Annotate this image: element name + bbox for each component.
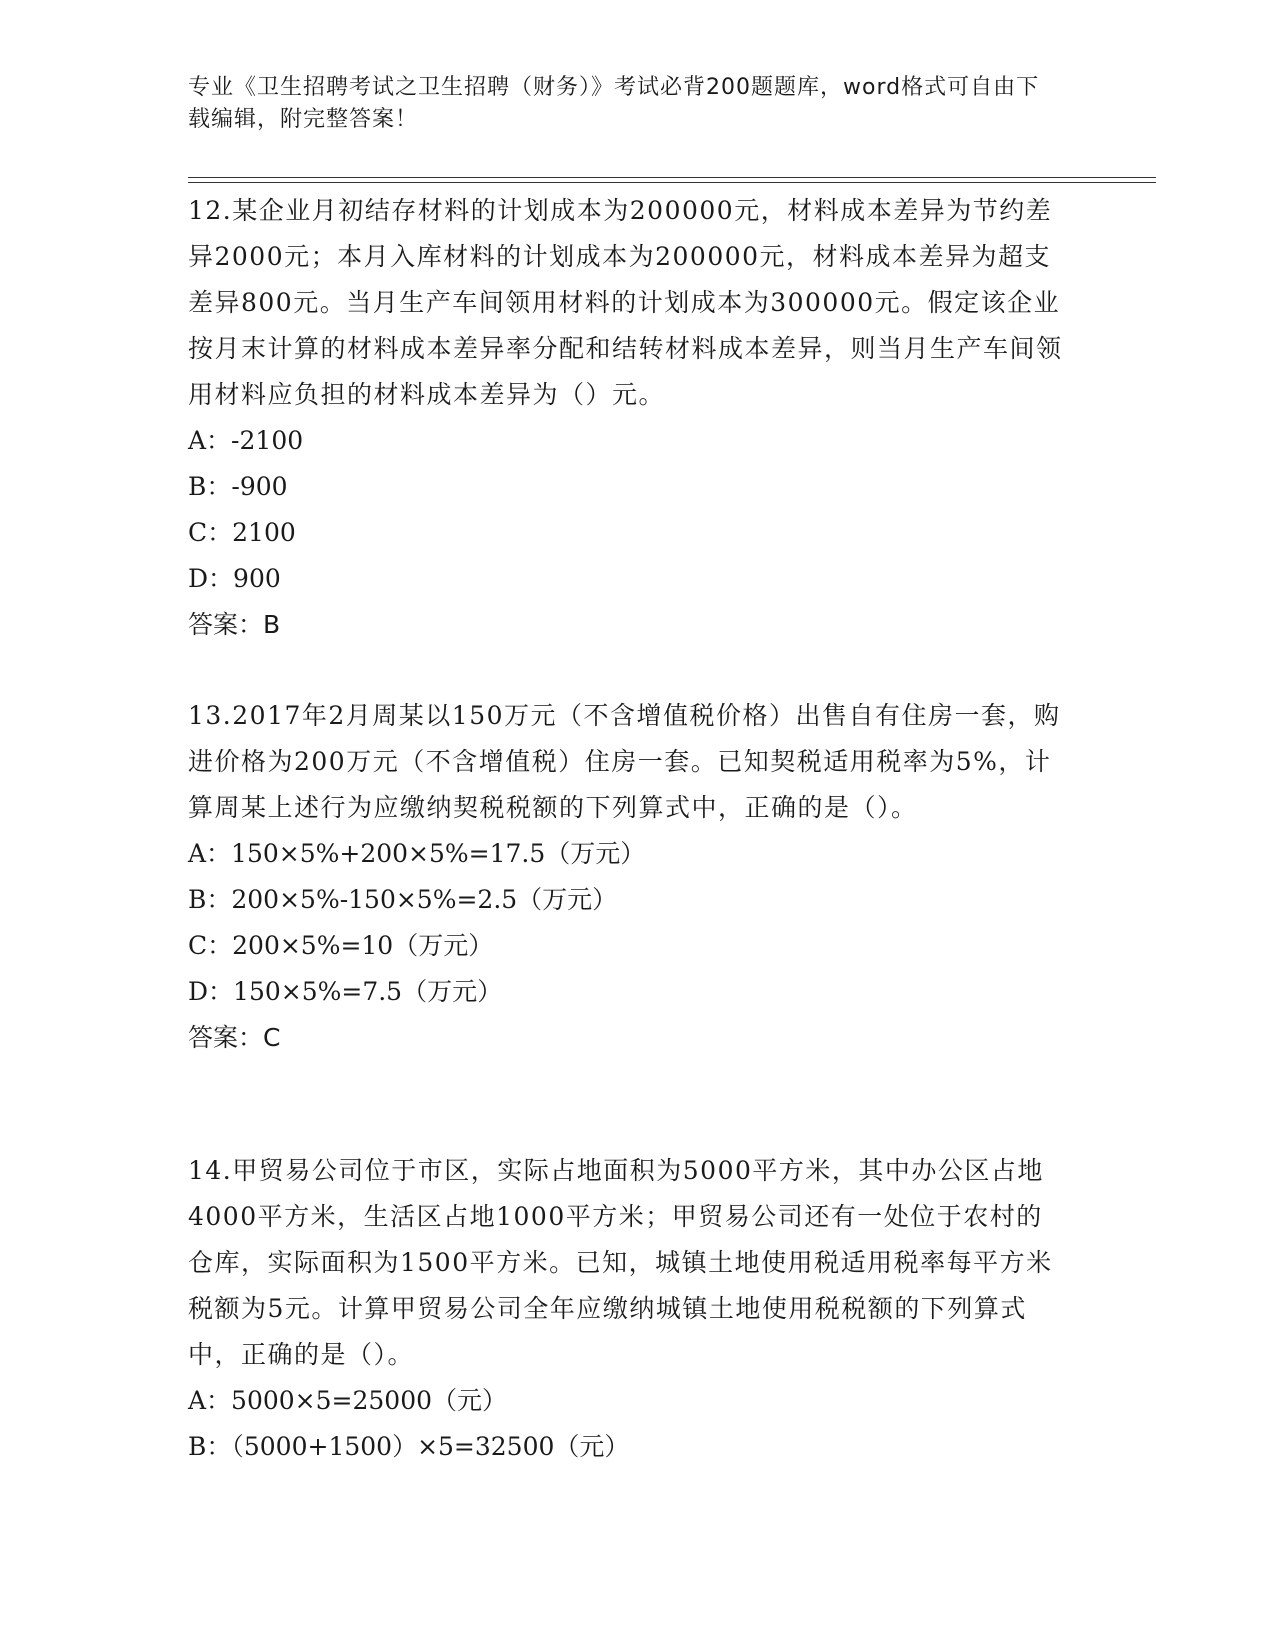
option-d: D：900 (188, 564, 281, 593)
option-b: B：（5000+1500）×5=32500（元） (188, 1432, 630, 1461)
question-stem: 14.甲贸易公司位于市区，实际占地面积为5000平方米，其中办公区占地4000平方米，生活区占地1000平方米；甲贸易公司还有一处位于农村的仓库，实际面积为1500平方米。已知，城镇土地使用税适用税率每平方米税额为5元。计算甲贸易公司全年应缴纳城镇土地使用税税额的下列算式中，正确的是（）。 (188, 1156, 1053, 1369)
question-stem: 13.2017年2月周某以150万元（不含增值税价格）出售自有住房一套，购进价格为200万元（不含增值税）住房一套。已知契税适用税率为5%，计算周某上述行为应缴纳契税税额的下列算式中，正确的是（）。 (188, 701, 1061, 822)
option-b: B：200×5%-150×5%=2.5（万元） (188, 885, 618, 914)
option-d: D：150×5%=7.5（万元） (188, 977, 503, 1006)
question-14 (188, 1148, 1088, 1470)
answer-line: 答案：B (188, 610, 281, 639)
header-divider-bottom (188, 182, 1156, 183)
answer-line: 答案：C (188, 1023, 281, 1052)
header-divider-top (188, 177, 1156, 178)
question-12 (188, 188, 1088, 648)
option-a: A：150×5%+200×5%=17.5（万元） (188, 839, 646, 868)
question-13 (188, 693, 1088, 1061)
option-c: C：2100 (188, 518, 296, 547)
document-header: 专业《卫生招聘考试之卫生招聘（财务）》考试必背200题题库，word格式可自由下载编辑，附完整答案！ (188, 75, 1040, 132)
option-c: C：200×5%=10（万元） (188, 931, 494, 960)
option-b: B：-900 (188, 472, 288, 501)
question-stem: 12.某企业月初结存材料的计划成本为200000元，材料成本差异为节约差异2000元；本月入库材料的计划成本为200000元，材料成本差异为超支差异800元。当月生产车间领用材料的计划成本为300000元。假定该企业按月末计算的材料成本差异率分配和结转材料成本差异，则当月生产车间领用材料应负担的材料成本差异为（）元。 (188, 196, 1063, 409)
option-a: A：-2100 (188, 426, 304, 455)
option-a: A：5000×5=25000（元） (188, 1386, 508, 1415)
